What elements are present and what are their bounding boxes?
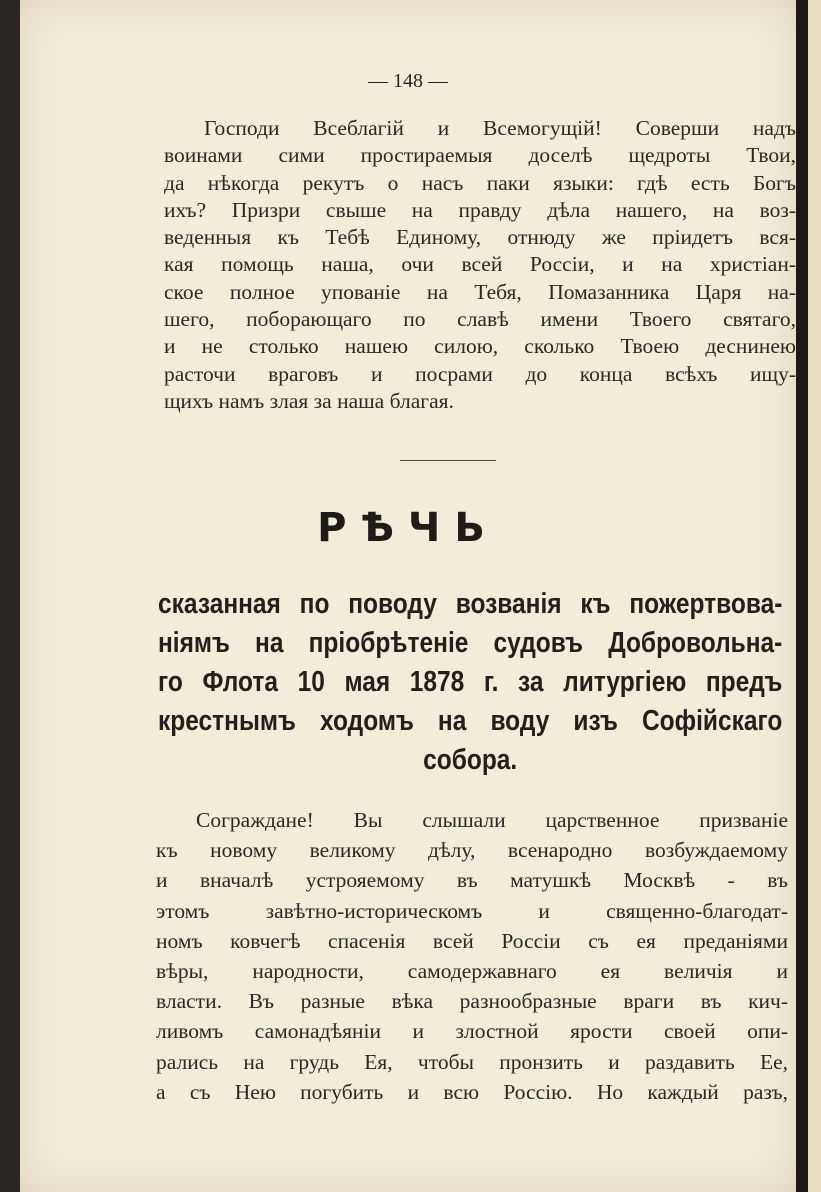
- prayer-line: воинами сими простираемыя доселѣ щедроты Твои,: [164, 143, 796, 168]
- prayer-line: веденныя къ Тебѣ Единому, отнюду же пріидетъ вся-: [164, 225, 796, 250]
- speech-line: и вначалѣ устрояемому въ матушкѣ Москвѣ - въ: [156, 868, 788, 893]
- speech-line: этомъ завѣтно-историческомъ и священно-благодат-: [156, 898, 788, 923]
- section-divider: [400, 460, 496, 461]
- prayer-line: расточи враговъ и посрами до конца всѣхъ ищу-: [164, 361, 796, 386]
- speech-line: рались на грудь Ея, чтобы пронзить и раздавить Ее,: [156, 1049, 788, 1074]
- subtitle-line-text: крестнымъ ходомъ на воду изъ Софійскаго: [158, 705, 783, 737]
- speech-title: РѢЧЬ: [317, 505, 499, 551]
- speech-subtitle: [158, 585, 783, 780]
- prayer-line: и не столько нашею силою, сколько Твоею деснинею: [164, 334, 796, 359]
- prayer-line: да нѣкогда рекутъ о насъ паки языки: гдѣ есть Богъ: [164, 170, 796, 195]
- prayer-paragraph: [164, 115, 796, 415]
- speech-line: ливомъ самонадѣяніи и злостной ярости своей опи-: [156, 1019, 788, 1044]
- book-page: [20, 0, 796, 1192]
- subtitle-line-text: сказанная по поводу возванія къ пожертвова-: [158, 588, 783, 620]
- next-page-edge: [808, 0, 821, 1192]
- speech-line: номъ ковчегѣ спасенія всей Россіи съ ея преданіями: [156, 928, 788, 953]
- prayer-line: кая помощь наша, очи всей Россіи, и на христіан-: [164, 252, 796, 277]
- speech-line: къ новому великому дѣлу, всенародно возбуждаемому: [156, 838, 788, 863]
- prayer-line: ское полное упованіе на Тебя, Помазанника Царя на-: [164, 279, 796, 304]
- speech-line: Сограждане! Вы слышали царственное призваніе: [196, 808, 788, 832]
- subtitle-line-text: ніямъ на пріобрѣтеніе судовъ Добровольна-: [158, 627, 783, 659]
- prayer-line: ихъ? Призри свыше на правду дѣла нашего, на воз-: [164, 197, 796, 222]
- subtitle-line: [158, 702, 782, 741]
- speech-line: а съ Нею погубить и всю Россію. Но каждый разъ,: [156, 1079, 788, 1104]
- speech-line: власти. Въ разные вѣка разнообразные враги въ кич-: [156, 989, 788, 1014]
- prayer-line: щихъ намъ злая за наша благая.: [164, 388, 454, 413]
- book-gutter: [796, 0, 808, 1192]
- speech-line: вѣры, народности, самодержавнаго ея величія и: [156, 959, 788, 984]
- page-number: — 148 —: [368, 70, 448, 92]
- subtitle-line: [158, 585, 782, 624]
- subtitle-line: собора.: [423, 744, 518, 776]
- speech-paragraph: [156, 805, 788, 1107]
- subtitle-line: [158, 663, 782, 702]
- prayer-line: Господи Всеблагій и Всемогущій! Соверши надъ: [204, 116, 796, 140]
- prayer-line: шего, поборающаго по славѣ имени Твоего святаго,: [164, 307, 796, 332]
- subtitle-line-text: го Флота 10 мая 1878 г. за литургіею предъ: [158, 666, 783, 698]
- subtitle-line: [158, 624, 782, 663]
